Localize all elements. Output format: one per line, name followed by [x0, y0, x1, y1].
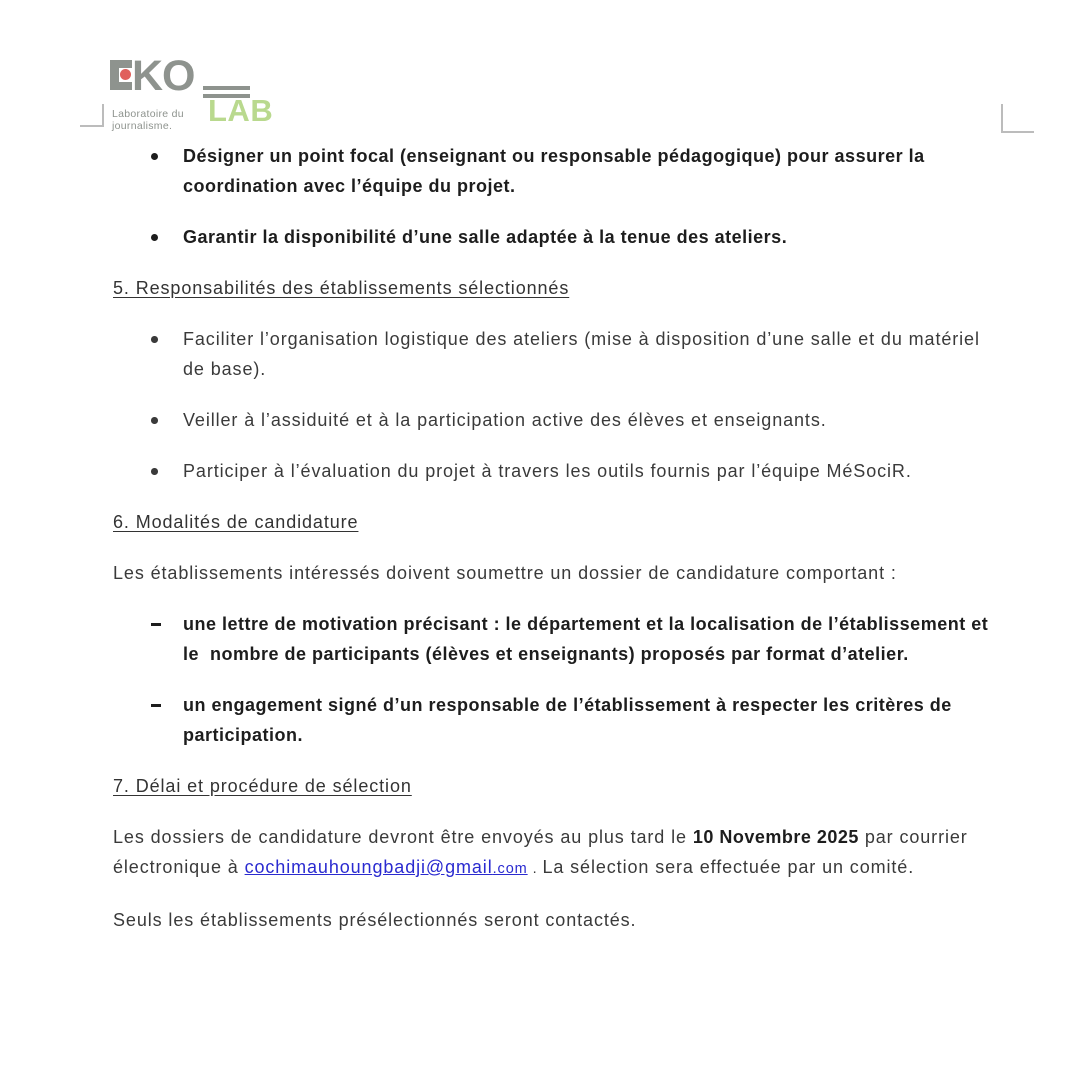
paragraph-text: par courrier électronique à [113, 827, 974, 877]
paragraph-text: La sélection sera effectuée par un comité. [542, 857, 915, 877]
margin-corner-mark-left [80, 104, 104, 127]
paragraph-text: Les dossiers de candidature devront être envoyés au plus tard le [113, 827, 693, 847]
paragraph-text: Les établissements intéressés doivent soumettre un dossier de candidature comportant : [113, 563, 897, 583]
document-body [113, 141, 995, 956]
deadline-paragraph [113, 822, 995, 884]
list-item [113, 609, 995, 669]
bullet-icon [151, 417, 158, 424]
section-7-title: 7. Délai et procédure de sélection [113, 776, 412, 796]
bullet-icon [151, 336, 158, 343]
section-6-title: 6. Modalités de candidature [113, 512, 359, 532]
bullet-text: Garantir la disponibilité d’une salle adaptée à la tenue des ateliers. [183, 227, 788, 247]
bullet-text: Participer à l’évaluation du projet à travers les outils fournis par l’équipe MéSociR. [183, 461, 912, 481]
bullet-text: Veiller à l’assiduité et à la participation active des élèves et enseignants. [183, 410, 827, 430]
logo-letter-e [110, 60, 132, 90]
margin-corner-mark-right [1001, 104, 1034, 133]
email-address: cochimauhoungbadji@gmail [244, 857, 493, 877]
bullet-icon [151, 468, 158, 475]
dash-icon [151, 623, 161, 626]
list-item [113, 690, 995, 750]
logo-red-dot-icon [120, 69, 131, 80]
email-link[interactable] [245, 857, 528, 877]
logo-tagline [112, 108, 184, 132]
list-item [113, 141, 995, 201]
list-item [113, 222, 995, 252]
ekolab-logo [110, 52, 300, 140]
closing-paragraph [113, 905, 995, 935]
bullet-text: Désigner un point focal (enseignant ou responsable pédagogique) pour assurer la coordination avec l’équipe du projet. [183, 146, 931, 196]
logo-tagline-line2: journalisme. [112, 120, 173, 132]
bullet-text: Faciliter l’organisation logistique des ateliers (mise à disposition d’une salle et du matériel de base). [183, 329, 986, 379]
logo-tagline-line1: Laboratoire du [112, 108, 184, 120]
paragraph-text: . [527, 861, 543, 877]
deadline-date: 10 Novembre 2025 [692, 827, 859, 847]
list-item [113, 324, 995, 384]
logo-text-ko: KO [132, 52, 195, 100]
list-item [113, 405, 995, 435]
bullet-icon [151, 234, 158, 241]
paragraph-text: Seuls les établissements présélectionnés seront contactés. [113, 910, 637, 930]
dash-icon [151, 704, 161, 707]
bullet-icon [151, 153, 158, 160]
email-tld: .com [492, 861, 528, 877]
section-6-intro [113, 558, 995, 588]
dash-item-text: un engagement signé d’un responsable de l’établissement à respecter les critères de participation. [183, 695, 958, 745]
list-item [113, 456, 995, 486]
logo-text-lab: LAB [208, 93, 274, 128]
section-5-title: 5. Responsabilités des établissements sélectionnés [113, 278, 570, 298]
dash-item-text: une lettre de motivation précisant : le département et la localisation de l’établissement et le nombre de participants (élèves et enseignants) proposés par format d’atelier. [183, 614, 994, 664]
